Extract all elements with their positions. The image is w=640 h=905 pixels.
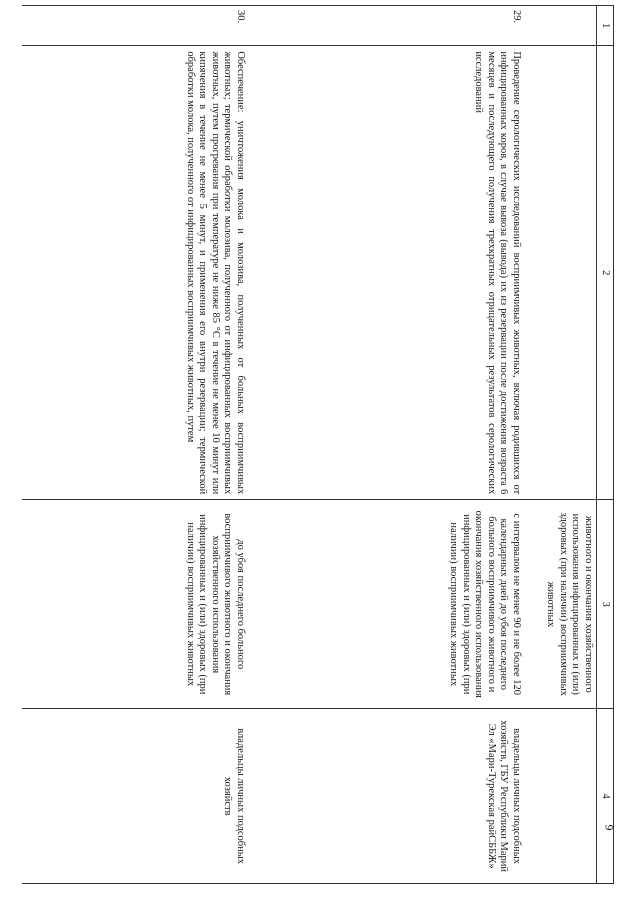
row-description: Проведение серологических исследований восприимчивых животных, включая родившихся от инфицированных коров, в случае вывоза (вывода) их из резервации после достижения возраста 6 месяцев и последующего получения трехкратных отрицательных результатов серологических исследований bbox=[264, 46, 524, 500]
row-number: 30. bbox=[235, 10, 246, 24]
header-col-4: 4 bbox=[597, 709, 614, 884]
continuation-row bbox=[524, 6, 597, 884]
row-term: с интервалом не менее 90 и не более 120 календарных дней до убоя последнего больного восприимчивого животного и окончания хозяйственного использования инфицированных и (или) здоровых (при наличии) восприимчивых животных bbox=[264, 500, 524, 709]
header-col-2: 2 bbox=[597, 46, 614, 500]
table-row bbox=[22, 6, 264, 884]
row-responsible: владельцы личных подсобных хозяйств bbox=[222, 728, 246, 865]
row-number: 29. bbox=[264, 6, 524, 46]
continuation-term: животного и окончания хозяйственного использования инфицированных и (или) здоровых (при наличии) восприимчивых животных bbox=[524, 500, 597, 709]
table-row bbox=[264, 6, 524, 884]
row-responsible: владельцы личных подсобных хозяйств, ГБУ Республики Марий Эл «Мари-Турекская райСББЖ» bbox=[264, 709, 524, 884]
header-col-1: 1 bbox=[597, 6, 614, 46]
page-number: 9 bbox=[602, 824, 617, 831]
rotated-sheet bbox=[26, 5, 614, 884]
measures-table bbox=[22, 5, 614, 884]
row-description: Обеспечение: уничтожения молока и молозива, полученных от больных восприимчивых животных; термической обработки молозива, полученного от инфицированных восприимчивых животных, путем прогревания при температуре не ниже 85 °С в течение не менее 10 минут или кипячения в течение не менее 5 минут, и применения его внутри резервации; термической обработки молока, полученного от инфицированных восприимчивых животных, путем bbox=[184, 51, 246, 495]
header-col-3: 3 bbox=[597, 500, 614, 709]
row-term: до убоя последнего больного восприимчивого животного и окончания хозяйственного использования инфицированных и (или) здоровых (при наличии) восприимчивых животных bbox=[184, 513, 246, 696]
table-header-row bbox=[597, 6, 614, 884]
